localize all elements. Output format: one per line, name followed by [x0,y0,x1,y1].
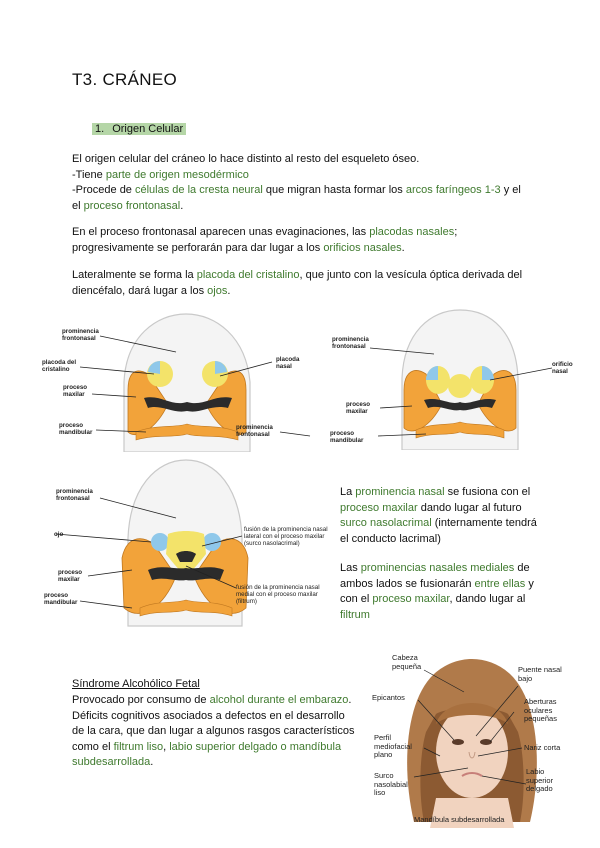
embryo-figure-3 [36,458,336,628]
text: diencéfalo, dará lugar a los [72,284,208,297]
highlight-term: o mandíbula subdesarrollada [72,740,342,768]
text: , dando lugar al [449,593,526,605]
text: Las [340,562,361,574]
highlight-term: proceso maxilar [340,501,418,514]
label-orificio-nasal: orificio nasal [552,361,573,376]
text: (internamente tendrá el conducto lacrimal) [340,517,537,545]
text: , [163,740,170,753]
text: Provocado por consumo de [72,694,210,706]
label-prominencia-frontonasal: prominencia frontonasal [62,328,99,343]
text: y el [500,184,521,196]
side-text [340,485,540,623]
text: -Tiene [72,168,106,181]
embryo-figure-2 [330,308,580,450]
text: En el proceso frontonasal aparecen unas evaginaciones, las [72,226,370,238]
paragraph-origin [72,152,532,214]
label-proceso-maxilar: proceso maxilar [63,384,88,399]
label-proceso-maxilar: proceso maxilar [346,401,371,416]
text: . [150,756,154,768]
page-title: T3. CRÁNEO [72,70,178,89]
text: . [227,284,231,297]
highlight-term: ojos [207,284,228,297]
embryo-illustration-2 [330,308,580,450]
highlight-term: orificios nasales [323,241,402,254]
text: de ambos lados se fusionarán [340,562,530,590]
highlight-term: parte de origen mesodérmico [105,168,249,181]
text: que migran hasta formar los [262,184,406,196]
label-fusion-medial: fusión de la prominencia nasal medial con el proceso maxilar (filtrum) [236,584,320,606]
label-proceso-mandibular: proceso mandibular [44,592,78,607]
text: La [340,486,356,498]
label-prominencia-frontonasal-2: prominencia frontonasal [236,424,273,439]
highlight-term: arcos faríngeos 1-3 [405,184,501,196]
label-proceso-mandibular: proceso mandibular [59,422,93,437]
text: y con el [340,577,534,605]
text: el [72,199,84,212]
paragraph-cristalino [72,268,542,299]
label-fusion-lateral: fusión de la prominencia nasal lateral con el proceso maxilar (surco nasolacrimal) [244,526,328,548]
label-cabeza-pequena: Cabeza pequeña [392,653,422,671]
text: . [180,199,184,212]
label-ojo: ojo [54,531,64,538]
label-aberturas-oculares: Aberturas oculares pequeñas [524,697,557,723]
text: -Procede de [72,184,135,196]
fas-heading: Síndrome Alcohólico Fetal [72,678,200,690]
label-prominencia-frontonasal: prominencia frontonasal [332,336,369,351]
highlight-term: filtrum liso [113,740,164,753]
highlight-term: proceso frontonasal [83,199,181,212]
text: . [348,694,352,706]
highlight-term: filtrum [340,608,370,621]
line: El origen celular del cráneo lo hace distinto al resto del esqueleto óseo. [72,153,420,165]
label-mandibula: Mandíbula subdesarrollada [414,815,505,824]
label-surco-nasolabial: Surco nasolabial liso [374,771,408,797]
label-proceso-maxilar: proceso maxilar [58,569,83,584]
highlight-term: labio superior delgado [169,740,278,753]
label-proceso-mandibular: proceso mandibular [330,430,364,445]
text: ; [454,226,458,238]
highlight-term: surco nasolacrimal [340,517,432,529]
label-epicantos: Epicantos [372,693,405,702]
text: , que junto con la vesícula óptica derivada del [299,269,523,281]
text: progresivamente se perforarán para dar lugar a los [72,241,324,254]
text: dando lugar al futuro [417,501,522,514]
fas-paragraph [72,693,357,771]
section-label: Origen Celular [112,123,184,135]
highlight-term: proceso maxilar [372,593,450,605]
text: se fusiona con el [444,486,531,498]
text: Lateralmente se forma la [72,269,197,281]
label-puente-nasal: Puente nasal bajo [518,665,562,683]
text: Déficits cognitivos asociados a defectos en el desarrollo de la cara, que dan lugar a algunos rasgos característicos como el [72,709,355,753]
text: . [401,241,405,254]
label-perfil-mediofacial: Perfil mediofacial plano [374,733,412,759]
label-prominencia-frontonasal: prominencia frontonasal [56,488,93,503]
highlight-term: placoda del cristalino [196,269,300,281]
label-labio-superior: Labio superior delgado [526,767,554,793]
side-paragraph-1 [340,485,540,547]
label-placoda-cristalino: placoda del cristalino [42,359,77,374]
fas-face-figure [364,652,580,832]
highlight-term: entre ellas [474,577,526,590]
side-paragraph-2 [340,561,540,623]
section-heading [92,123,186,135]
label-nariz-corta: Nariz corta [524,743,561,752]
highlight-term: prominencias nasales mediales [360,562,515,574]
label-placoda-nasal: placoda nasal [276,356,300,371]
highlight-term: alcohol durante el embarazo [209,694,349,706]
paragraph-placodas [72,225,532,256]
highlight-term: prominencia nasal [355,486,445,498]
section-number: 1. [95,123,105,135]
highlight-term: células de la cresta neural [134,184,263,196]
highlight-term: placodas nasales [369,226,455,238]
embryo-figure-1 [36,312,311,452]
